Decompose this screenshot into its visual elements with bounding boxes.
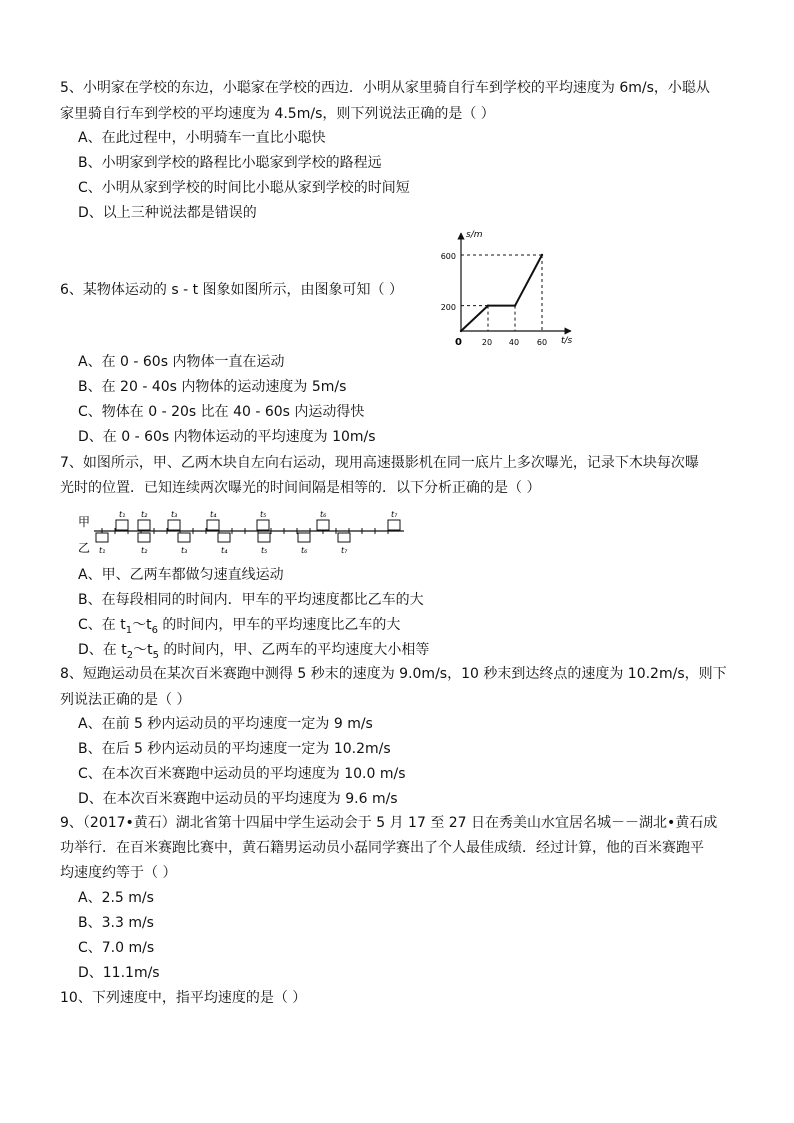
q7-exposure-figure — [74, 506, 414, 558]
q6-option-b[interactable]: B、在 20 - 40s 内物体的运动速度为 5m/s — [78, 379, 347, 395]
q9-option-b[interactable]: B、3.3 m/s — [78, 915, 154, 931]
q5-option-d[interactable]: D、以上三种说法都是错误的 — [78, 205, 257, 221]
series-line-st — [461, 255, 542, 331]
time-label-yi: t₆ — [301, 546, 308, 555]
label-jia: 甲 — [78, 515, 91, 529]
label-yi: 乙 — [78, 541, 91, 555]
q8-stem-line2: 列说法正确的是（ ） — [60, 692, 191, 708]
time-label-jia: t₄ — [210, 510, 217, 519]
q7-stem-line2: 光时的位置．已知连续两次曝光的时间间隔是相等的．以下分析正确的是（ ） — [60, 480, 541, 496]
time-label-yi: t₃ — [181, 546, 188, 555]
block-jia — [207, 520, 219, 530]
time-label-yi: t₄ — [221, 546, 228, 555]
time-label-yi: t₇ — [341, 546, 348, 555]
q9-stem-line1: 9、（2017•黄石）湖北省第十四届中学生运动会于 5 月 17 至 27 日在秀美山水宜居名城－－湖北•黄石成 — [60, 815, 718, 831]
block-yi — [298, 533, 310, 542]
block-jia — [317, 520, 329, 530]
block-yi — [138, 533, 150, 542]
q5-stem-line1: 5、小明家在学校的东边，小聪家在学校的西边．小明从家里骑自行车到学校的平均速度为 6m/s，小聪从 — [60, 80, 710, 96]
y-tick-200: 200 — [440, 303, 456, 312]
q5-option-c[interactable]: C、小明从家到学校的时间比小聪从家到学校的时间短 — [78, 180, 410, 196]
q10-stem: 10、下列速度中，指平均速度的是（ ） — [60, 990, 307, 1006]
q9-stem-line3: 均速度约等于（ ） — [60, 865, 177, 881]
q9-option-a[interactable]: A、2.5 m/s — [78, 890, 154, 906]
block-yi — [178, 533, 190, 542]
q9-option-d[interactable]: D、11.1m/s — [78, 965, 160, 981]
origin-label: 0 — [455, 337, 462, 348]
block-jia — [116, 520, 128, 530]
q9-option-c[interactable]: C、7.0 m/s — [78, 940, 155, 956]
time-label-yi: t₁ — [99, 546, 106, 555]
block-yi — [338, 533, 350, 542]
block-jia — [168, 520, 180, 530]
q8-option-c[interactable]: C、在本次百米赛跑中运动员的平均速度为 10.0 m/s — [78, 766, 406, 782]
q8-option-d[interactable]: D、在本次百米赛跑中运动员的平均速度为 9.6 m/s — [78, 791, 398, 807]
q8-option-a[interactable]: A、在前 5 秒内运动员的平均速度一定为 9 m/s — [78, 716, 373, 732]
q8-stem-line1: 8、短跑运动员在某次百米赛跑中测得 5 秒末的速度为 9.0m/s，10 秒末到达终点的速度为 10.2m/s，则下 — [60, 666, 727, 682]
q6-stem: 6、某物体运动的 s - t 图象如图所示，由图象可知（ ） — [60, 282, 403, 298]
q5-stem-line2: 家里骑自行车到学校的平均速度为 4.5m/s，则下列说法正确的是（ ） — [60, 106, 495, 122]
block-jia — [138, 520, 150, 530]
block-jia — [388, 520, 400, 530]
block-jia — [257, 520, 269, 530]
time-label-yi: t₂ — [141, 546, 148, 555]
time-label-jia: t₃ — [171, 510, 178, 519]
time-label-jia: t₆ — [320, 510, 327, 519]
q7-option-c[interactable]: C、在 $t_1\sim t_6$ 的时间内，甲车的平均速度比乙车的大 — [78, 617, 401, 636]
block-yi — [218, 533, 230, 542]
time-label-jia: t₅ — [260, 510, 267, 519]
y-axis-label: s/m — [466, 230, 483, 240]
q6-option-d[interactable]: D、在 0 - 60s 内物体运动的平均速度为 10m/s — [78, 429, 376, 445]
q6-st-graph — [425, 225, 585, 350]
q7-option-d[interactable]: D、在 $t_2\sim t_5$ 的时间内，甲、乙两车的平均速度大小相等 — [78, 642, 430, 661]
q6-option-a[interactable]: A、在 0 - 60s 内物体一直在运动 — [78, 354, 285, 370]
q6-option-c[interactable]: C、物体在 0 - 20s 比在 40 - 60s 内运动得快 — [78, 404, 365, 420]
q8-option-b[interactable]: B、在后 5 秒内运动员的平均速度一定为 10.2m/s — [78, 741, 391, 757]
q7-option-b[interactable]: B、在每段相同的时间内．甲车的平均速度都比乙车的大 — [78, 592, 424, 608]
x-tick-20: 20 — [481, 338, 493, 347]
block-jia-positions — [116, 510, 400, 530]
q5-option-a[interactable]: A、在此过程中，小明骑车一直比小聪快 — [78, 130, 326, 146]
time-label-jia: t₁ — [119, 510, 126, 519]
block-yi — [258, 533, 270, 542]
time-label-yi: t₅ — [261, 546, 268, 555]
time-label-jia: t₇ — [391, 510, 398, 519]
x-tick-40: 40 — [508, 338, 520, 347]
q7-option-a[interactable]: A、甲、乙两车都做匀速直线运动 — [78, 567, 284, 583]
x-axis-label: t/s — [561, 336, 573, 346]
q9-stem-line2: 功举行．在百米赛跑比赛中，黄石籍男运动员小磊同学赛出了个人最佳成绩．经过计算，他的百米赛跑平 — [60, 840, 704, 856]
block-yi-positions — [96, 533, 350, 555]
y-tick-600: 600 — [440, 252, 456, 261]
x-tick-60: 60 — [536, 338, 548, 347]
q7-stem-line1: 7、如图所示，甲、乙两木块自左向右运动，现用高速摄影机在同一底片上多次曝光，记录下木块每次曝 — [60, 455, 699, 471]
block-yi — [96, 533, 108, 542]
q5-option-b[interactable]: B、小明家到学校的路程比小聪家到学校的路程远 — [78, 155, 382, 171]
time-label-jia: t₂ — [141, 510, 148, 519]
